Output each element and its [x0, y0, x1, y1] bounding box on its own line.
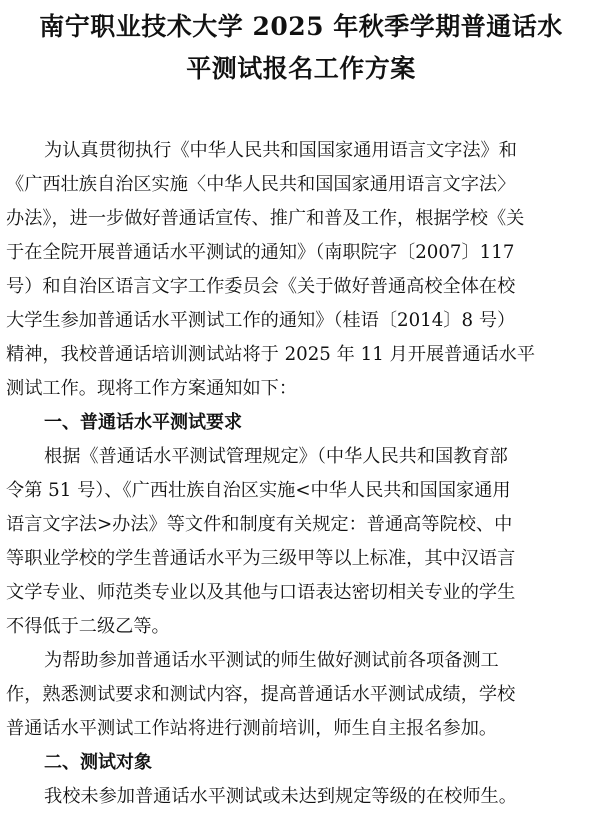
- paragraph-line: 号）和自治区语言文字工作委员会《关于做好普通高校全体在校: [6, 276, 516, 297]
- section-heading-test-subjects: 二、测试对象: [44, 752, 152, 773]
- paragraph-line: 于在全院开展普通话水平测试的通知》（南职院字〔2007〕117: [6, 242, 515, 263]
- paragraph-line: 等职业学校的学生普通话水平为三级甲等以上标准，其中汉语言: [6, 548, 516, 569]
- title-line: 南宁职业技术大学 2025 年秋季学期普通话水: [39, 12, 563, 41]
- paragraph-line: 大学生参加普通话水平测试工作的通知》（桂语〔2014〕8 号）: [6, 310, 516, 331]
- paragraph-line: 根据《普通话水平测试管理规定》（中华人民共和国教育部: [44, 446, 508, 467]
- paragraph-line: 语言文字法>办法》等文件和制度有关规定：普通高等院校、中: [6, 514, 513, 535]
- paragraph-line: 《广西壮族自治区实施〈中华人民共和国国家通用语言文字法〉: [6, 174, 516, 195]
- title-line: 平测试报名工作方案: [186, 54, 416, 83]
- paragraph-line: 不得低于二级乙等。: [6, 616, 170, 637]
- paragraph-line: 测试工作。现将工作方案通知如下：: [6, 378, 298, 399]
- section-heading-requirements: 一、普通话水平测试要求: [44, 412, 242, 433]
- paragraph-line: 作，熟悉测试要求和测试内容，提高普通话水平测试成绩，学校: [6, 684, 516, 705]
- paragraph-line: 令第 51 号）、《广西壮族自治区实施<中华人民共和国国家通用: [6, 480, 511, 501]
- document-title: [6, 6, 596, 90]
- paragraph-line: 我校未参加普通话水平测试或未达到规定等级的在校师生。: [44, 786, 517, 807]
- paragraph-line: 精神，我校普通话培训测试站将于 2025 年 11 月开展普通话水平: [6, 344, 536, 365]
- paragraph-line: 为帮助参加普通话水平测试的师生做好测试前各项备测工: [44, 650, 499, 671]
- training-paragraph: [6, 644, 596, 746]
- intro-paragraph: [6, 134, 596, 406]
- paragraph-line: 普通话水平测试工作站将进行测前培训，师生自主报名参加。: [6, 718, 498, 739]
- paragraph-line: 文学专业、师范类专业以及其他与口语表达密切相关专业的学生: [6, 582, 516, 603]
- subjects-paragraph: [6, 780, 596, 814]
- paragraph-line: 办法》，进一步做好普通话宣传、推广和普及工作，根据学校《关: [6, 208, 525, 229]
- paragraph-line: 为认真贯彻执行《中华人民共和国国家通用语言文字法》和: [44, 140, 517, 161]
- requirements-paragraph: [6, 440, 596, 644]
